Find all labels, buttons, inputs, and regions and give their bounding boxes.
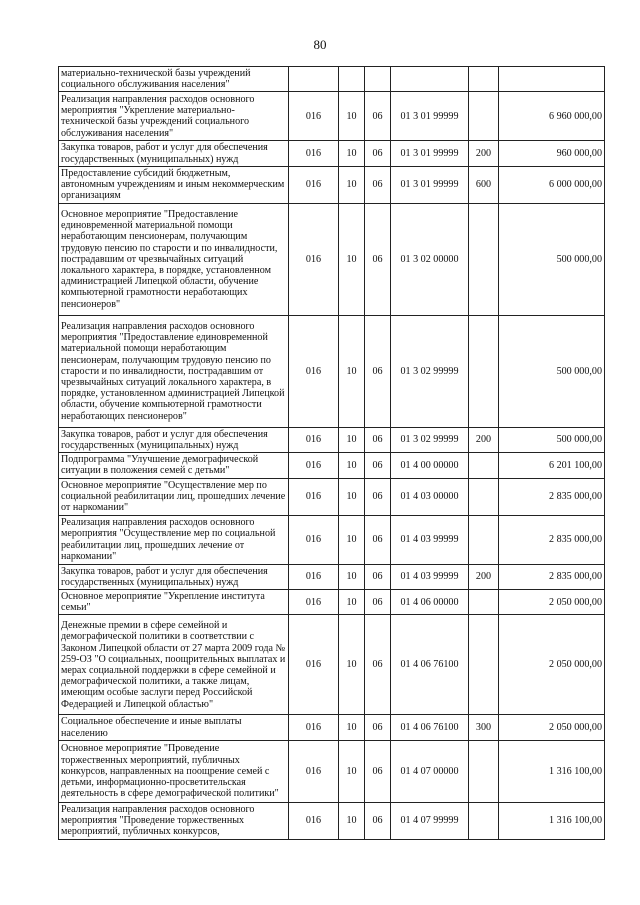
row-amount: 6 201 100,00 bbox=[499, 453, 605, 478]
row-name: Основное мероприятие "Укрепление института семьи" bbox=[59, 590, 289, 615]
row-subsection-code: 06 bbox=[365, 478, 391, 515]
row-amount: 2 050 000,00 bbox=[499, 715, 605, 740]
row-gl-code: 016 bbox=[289, 802, 339, 839]
row-target-code: 01 3 01 99999 bbox=[391, 166, 469, 203]
row-amount: 2 835 000,00 bbox=[499, 478, 605, 515]
row-amount: 6 000 000,00 bbox=[499, 166, 605, 203]
table-row bbox=[59, 67, 605, 92]
row-name: Подпрограмма "Улучшение демографической ситуации в положения семей с детьми" bbox=[59, 453, 289, 478]
row-amount: 1 316 100,00 bbox=[499, 802, 605, 839]
row-expense-type bbox=[469, 590, 499, 615]
row-expense-type bbox=[469, 615, 499, 715]
row-target-code: 01 4 06 00000 bbox=[391, 590, 469, 615]
row-target-code: 01 4 03 99999 bbox=[391, 515, 469, 564]
budget-table bbox=[58, 66, 605, 840]
row-section-code: 10 bbox=[339, 427, 365, 452]
row-gl-code: 016 bbox=[289, 427, 339, 452]
row-amount: 2 050 000,00 bbox=[499, 590, 605, 615]
row-subsection-code: 06 bbox=[365, 427, 391, 452]
row-subsection-code: 06 bbox=[365, 92, 391, 141]
row-subsection-code: 06 bbox=[365, 802, 391, 839]
table-row bbox=[59, 802, 605, 839]
row-name: Закупка товаров, работ и услуг для обеспечения государственных (муниципальных) нужд bbox=[59, 564, 289, 589]
row-section-code: 10 bbox=[339, 141, 365, 166]
row-target-code: 01 4 06 76100 bbox=[391, 715, 469, 740]
row-section-code: 10 bbox=[339, 515, 365, 564]
row-name: Реализация направления расходов основного мероприятия "Укрепление материально-технической базы учреждений социального обслуживания населения" bbox=[59, 92, 289, 141]
row-target-code: 01 4 07 99999 bbox=[391, 802, 469, 839]
row-target-code: 01 4 06 76100 bbox=[391, 615, 469, 715]
row-subsection-code: 06 bbox=[365, 203, 391, 315]
row-amount: 2 050 000,00 bbox=[499, 615, 605, 715]
row-expense-type: 200 bbox=[469, 564, 499, 589]
row-subsection-code bbox=[365, 67, 391, 92]
row-subsection-code: 06 bbox=[365, 166, 391, 203]
row-gl-code: 016 bbox=[289, 740, 339, 802]
row-section-code: 10 bbox=[339, 740, 365, 802]
row-name: Предоставление субсидий бюджетным, автономным учреждениям и иным некоммерческим организациям bbox=[59, 166, 289, 203]
table-row bbox=[59, 478, 605, 515]
table-row bbox=[59, 141, 605, 166]
row-subsection-code: 06 bbox=[365, 615, 391, 715]
row-expense-type bbox=[469, 478, 499, 515]
row-amount bbox=[499, 67, 605, 92]
row-amount: 500 000,00 bbox=[499, 203, 605, 315]
row-subsection-code: 06 bbox=[365, 740, 391, 802]
table-row bbox=[59, 564, 605, 589]
row-expense-type: 300 bbox=[469, 715, 499, 740]
row-gl-code: 016 bbox=[289, 615, 339, 715]
table-row bbox=[59, 615, 605, 715]
row-subsection-code: 06 bbox=[365, 515, 391, 564]
row-subsection-code: 06 bbox=[365, 315, 391, 427]
row-amount: 6 960 000,00 bbox=[499, 92, 605, 141]
row-name: Социальное обеспечение и иные выплаты населению bbox=[59, 715, 289, 740]
row-name: Реализация направления расходов основного мероприятия "Проведение торжественных мероприятий, публичных конкурсов, bbox=[59, 802, 289, 839]
row-target-code bbox=[391, 67, 469, 92]
row-name: Основное мероприятие "Предоставление единовременной материальной помощи неработающим пенсионерам, получающим трудовую пенсию по старости и по инвалидности, пострадавшим от чрезвычайных ситуаций локального характера, в порядке, установленном администрацией Липецкой области, обучение компьютерной грамотности неработающих пенсионеров" bbox=[59, 203, 289, 315]
table-row bbox=[59, 427, 605, 452]
table-row bbox=[59, 92, 605, 141]
row-name: материально-технической базы учреждений социального обслуживания населения" bbox=[59, 67, 289, 92]
row-expense-type bbox=[469, 740, 499, 802]
row-gl-code: 016 bbox=[289, 453, 339, 478]
table-row bbox=[59, 453, 605, 478]
row-expense-type bbox=[469, 515, 499, 564]
row-name: Закупка товаров, работ и услуг для обеспечения государственных (муниципальных) нужд bbox=[59, 427, 289, 452]
row-expense-type bbox=[469, 802, 499, 839]
table-row bbox=[59, 715, 605, 740]
row-section-code bbox=[339, 67, 365, 92]
row-gl-code: 016 bbox=[289, 315, 339, 427]
row-section-code: 10 bbox=[339, 590, 365, 615]
row-gl-code: 016 bbox=[289, 590, 339, 615]
row-amount: 2 835 000,00 bbox=[499, 515, 605, 564]
row-subsection-code: 06 bbox=[365, 141, 391, 166]
row-section-code: 10 bbox=[339, 315, 365, 427]
row-amount: 500 000,00 bbox=[499, 427, 605, 452]
row-gl-code: 016 bbox=[289, 92, 339, 141]
row-target-code: 01 4 07 00000 bbox=[391, 740, 469, 802]
row-subsection-code: 06 bbox=[365, 715, 391, 740]
row-expense-type bbox=[469, 203, 499, 315]
table-row bbox=[59, 515, 605, 564]
row-section-code: 10 bbox=[339, 802, 365, 839]
row-section-code: 10 bbox=[339, 203, 365, 315]
row-gl-code: 016 bbox=[289, 166, 339, 203]
row-section-code: 10 bbox=[339, 715, 365, 740]
row-subsection-code: 06 bbox=[365, 564, 391, 589]
row-gl-code: 016 bbox=[289, 478, 339, 515]
row-section-code: 10 bbox=[339, 92, 365, 141]
page-number: 80 bbox=[313, 37, 327, 52]
row-target-code: 01 3 02 00000 bbox=[391, 203, 469, 315]
budget-table-body bbox=[59, 67, 605, 840]
row-expense-type bbox=[469, 67, 499, 92]
row-target-code: 01 3 01 99999 bbox=[391, 141, 469, 166]
row-subsection-code: 06 bbox=[365, 590, 391, 615]
row-expense-type: 600 bbox=[469, 166, 499, 203]
row-amount: 500 000,00 bbox=[499, 315, 605, 427]
row-expense-type bbox=[469, 92, 499, 141]
row-expense-type: 200 bbox=[469, 141, 499, 166]
row-gl-code: 016 bbox=[289, 564, 339, 589]
row-amount: 2 835 000,00 bbox=[499, 564, 605, 589]
row-section-code: 10 bbox=[339, 564, 365, 589]
table-row bbox=[59, 740, 605, 802]
row-expense-type: 200 bbox=[469, 427, 499, 452]
row-name: Основное мероприятие "Проведение торжественных мероприятий, публичных конкурсов, направленных на поощрение семей с детьми, информационно-просветительская деятельность в сфере демографической политики" bbox=[59, 740, 289, 802]
row-name: Реализация направления расходов основного мероприятия "Предоставление единовременной материальной помощи неработающим пенсионерам, получающим трудовую пенсию по старости и по инвалидности, пострадавшим от чрезвычайных ситуаций локального характера, в порядке, установленном администрацией Липецкой области, обучение компьютерной грамотности неработающих пенсионеров" bbox=[59, 315, 289, 427]
row-gl-code: 016 bbox=[289, 715, 339, 740]
row-amount: 960 000,00 bbox=[499, 141, 605, 166]
table-row bbox=[59, 166, 605, 203]
row-subsection-code: 06 bbox=[365, 453, 391, 478]
row-gl-code: 016 bbox=[289, 515, 339, 564]
row-section-code: 10 bbox=[339, 453, 365, 478]
row-target-code: 01 4 03 00000 bbox=[391, 478, 469, 515]
row-gl-code bbox=[289, 67, 339, 92]
row-section-code: 10 bbox=[339, 615, 365, 715]
row-target-code: 01 3 02 99999 bbox=[391, 427, 469, 452]
table-row bbox=[59, 203, 605, 315]
row-name: Денежные премии в сфере семейной и демографической политики в соответствии с Законом Липецкой области от 27 марта 2009 года № 259-ОЗ "О социальных, поощрительных выплатах и мерах социальной поддержки в сфере семейной и демографической политики, а также лицам, имеющим особые заслуги перед Российской Федерацией и Липецкой областью" bbox=[59, 615, 289, 715]
row-gl-code: 016 bbox=[289, 203, 339, 315]
row-name: Реализация направления расходов основного мероприятия "Осуществление мер по социальной реабилитации лиц, прошедших лечение от наркомании" bbox=[59, 515, 289, 564]
row-expense-type bbox=[469, 315, 499, 427]
table-row bbox=[59, 315, 605, 427]
row-amount: 1 316 100,00 bbox=[499, 740, 605, 802]
row-target-code: 01 3 01 99999 bbox=[391, 92, 469, 141]
row-expense-type bbox=[469, 453, 499, 478]
row-section-code: 10 bbox=[339, 166, 365, 203]
row-target-code: 01 3 02 99999 bbox=[391, 315, 469, 427]
table-row bbox=[59, 590, 605, 615]
row-target-code: 01 4 00 00000 bbox=[391, 453, 469, 478]
row-target-code: 01 4 03 99999 bbox=[391, 564, 469, 589]
row-name: Основное мероприятие "Осуществление мер по социальной реабилитации лиц, прошедших лечение от наркомании" bbox=[59, 478, 289, 515]
row-name: Закупка товаров, работ и услуг для обеспечения государственных (муниципальных) нужд bbox=[59, 141, 289, 166]
row-section-code: 10 bbox=[339, 478, 365, 515]
row-gl-code: 016 bbox=[289, 141, 339, 166]
